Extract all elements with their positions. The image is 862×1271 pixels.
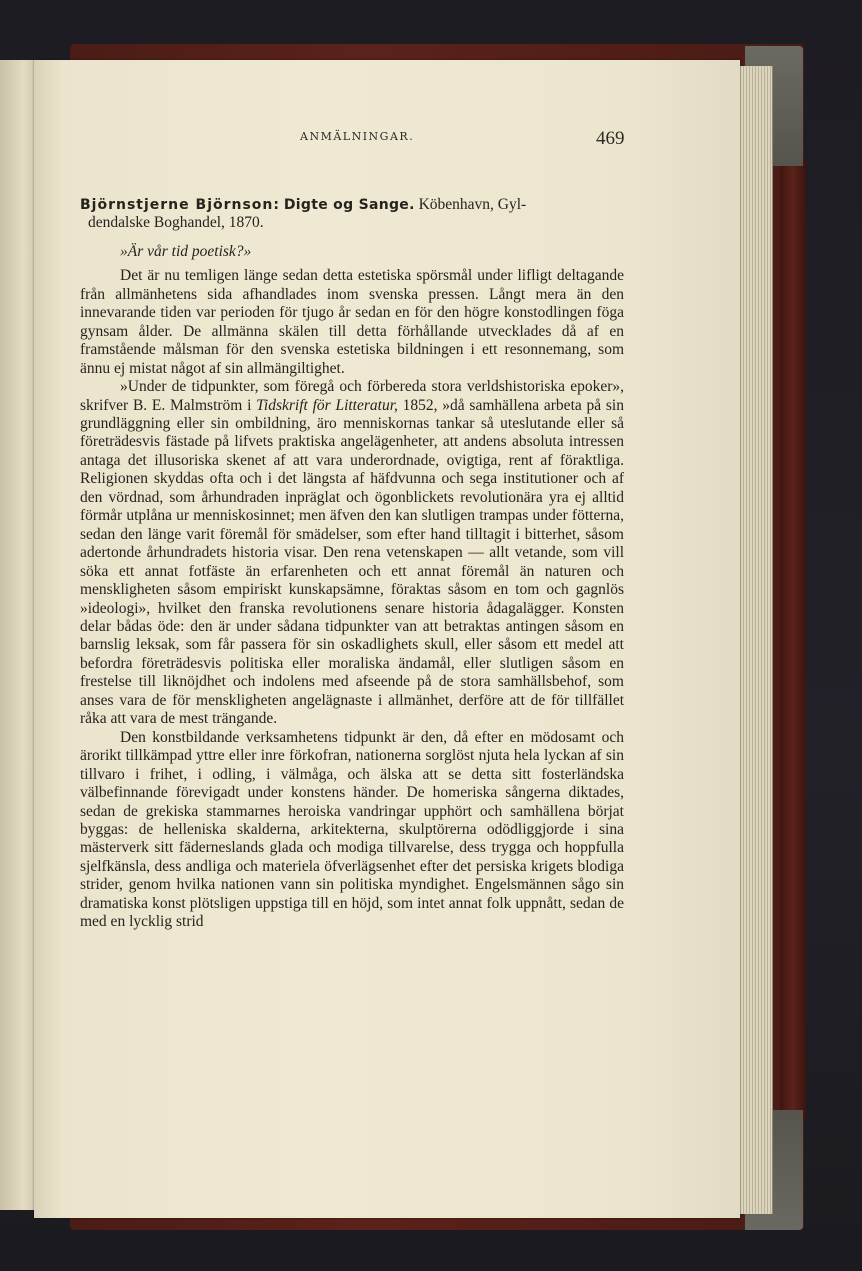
paragraph-3: Den konstbildande verksamhetens tidpunkt är den, då efter en mödosamt och ärorikt tillkämpad yttre eller inre förkofran, nationerna sorglöst njuta hela lyckan af sin tillvaro i frihet, i odling, i välmåga, och älska att se detta sitt fosterländska välbefinnande förevigadt under konstens händer. De homeriska sångerna diktades, sedan de grekiska stammarnes heroiska vandringar upphört och samhällena börjat byggas: de helleniska skalderna, arkitekterna, skulptörerna odödliggjorde i sina mästerverk sitt fäderneslands glada och modiga tillvarelse, dess trygga och hoppfulla sjelfkänsla, dess andliga och materiela öfverlägsenhet efter det persiska krigets blodiga strider, genom hvilka nationen vann sin politiska myndighet. Engelsmännen sågo sin dramatiska konst plötsligen uppstiga till en höjd, som intet annat folk uppnått, sedan de med en lycklig strid	[80, 728, 624, 931]
journal-title: Tidskrift för Litteratur,	[256, 396, 398, 414]
page-number: 469	[596, 128, 625, 149]
page-stack-edge	[738, 66, 773, 1214]
article-body	[80, 196, 624, 932]
paragraph-2-part-b: 1852, »då samhällena arbeta på sin grundläggning eller sin ombildning, äro menniskornas tankar så uteslutande eller så företrädesvis fästade på lifvets praktiska angelägenheter, att andens absoluta intressen antaga det illusoriska skenet af att vara underordnade, ovigtiga, rent af föraktliga. Religionen skyddas ofta och i det längsta af häfdvunna och sega institutioner och af den vördnad, som århundraden inpräglat och ögonblickets revolutionära yra ej alltid förmår utplåna ur menniskosinnet; men äfven den kan slutligen trampas under fötterna, sedan den länge varit föremål för smädelser, som efter hand tilltagit i bitterhet, såsom adertonde århundradets historia visar. Den rena vetenskapen — allt vetande, som vill söka ett annat fotfäste än erfarenheten och ett annat föremål än naturen och menskligheten såsom empiriskt kunskapsämne, föraktas såsom en tom och gagnlös »ideologi», hvilket den franska revolutionens senare historia ådagalägger. Konsten delar bådas öde: den är under sådana tidpunkter van att betraktas antingen såsom en barnslig leksak, som får passera för sin oskadlighets skull, eller såsom ett medel att befordra företrädesvis politiska eller moraliska ändamål, eller slutligen såsom en frestelse till liknöjdhet och indolens med afseende på de stora samhällsbehof, som anses vara de för menskligheten angelägnaste i allmänhet, derföre att de för tillfället råka att vara de mest trängande.	[80, 396, 624, 728]
left-page-edge	[0, 60, 35, 1210]
paragraph-2	[80, 378, 624, 729]
running-head: ANMÄLNINGAR.	[300, 130, 415, 143]
article-heading	[80, 196, 624, 233]
book-cover-edge	[780, 160, 806, 1120]
paragraph-2-part-a: »Under de tidpunkter, som föregå och förbereda stora verldshistoriska epoker», skrifver B. E. Malmström i	[80, 378, 624, 414]
paragraph-1: Det är nu temligen länge sedan detta estetiska spörsmål under lifligt deltagande från allmänhetens sida afhandlades inom svenska pressen. Långt mera än den innevarande tiden var perioden för tjugo år sedan en för den högre konstodlingen föga gynsam ålder. De allmänna skälen till detta förhållande utvecklades då af en framstående målsman för den svenska estetiska bildningen i ett resonnemang, som ännu ej mistat något af sin allmängiltighet.	[80, 267, 624, 377]
article-author: Björnstjerne Björnson:	[80, 197, 280, 213]
article-publisher-line2: dendalske Boghandel, 1870.	[88, 214, 264, 232]
article-publisher-line1: Köbenhavn, Gyl-	[418, 196, 527, 213]
article-epigraph: »Är vår tid poetisk?»	[120, 242, 252, 260]
article-title: Digte og Sange.	[283, 197, 415, 213]
